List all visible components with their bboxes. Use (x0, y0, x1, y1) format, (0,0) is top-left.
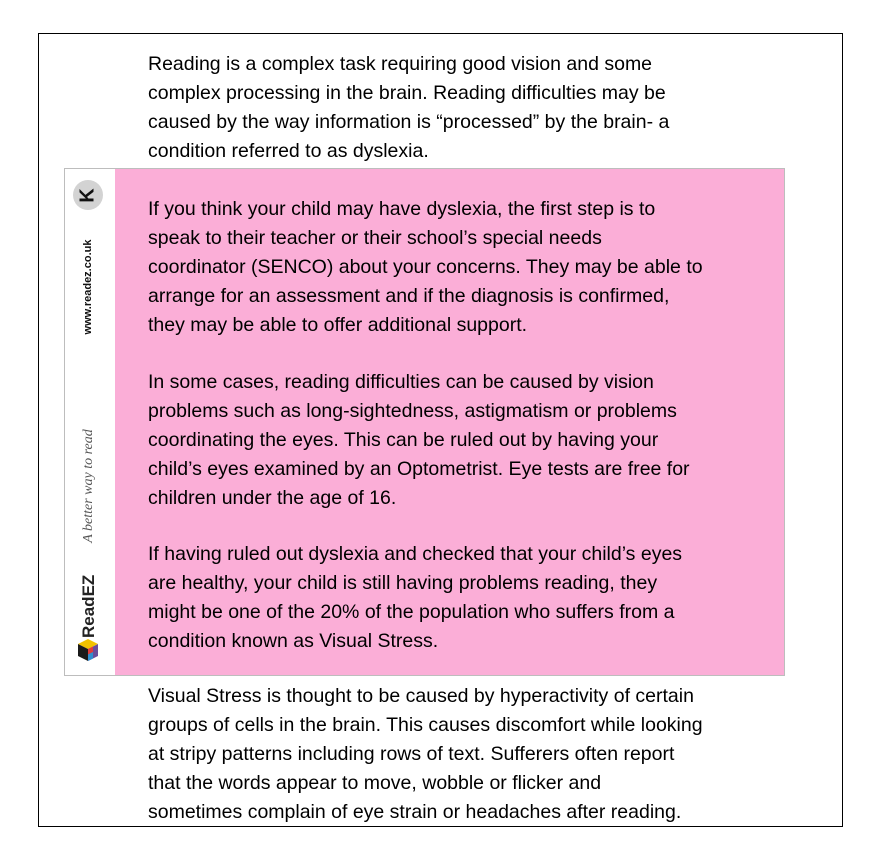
overlay-letter-badge (73, 180, 103, 210)
paragraph-visual-stress-intro: If having ruled out dyslexia and checked that your child’s eyes are healthy, your child is still having problems reading, they might be one of the 20% of the population who suffers from a condition known as Visual Stress. (148, 543, 683, 652)
paragraph-dyslexia-step: If you think your child may have dyslexia, the first step is to speak to their teacher or their school’s special needs coordinator (SENCO) about your concerns. They may be able to arrange for an assessment and if the diagnosis is confirmed, they may be able to offer additional support. (148, 198, 703, 336)
paragraph-visual-stress-cause: Visual Stress is thought to be caused by hyperactivity of certain groups of cells in the brain. This causes discomfort while looking at stripy patterns including rows of text. Sufferers often report that the words appear to move, wobble or flicker and sometimes complain of eye strain or headaches after reading. (148, 685, 703, 823)
overlay-tagline: A better way to read (81, 429, 96, 543)
paragraph-vision: In some cases, reading difficulties can be caused by vision problems such as long-sightedness, astigmatism or problems coordinating the eyes. This can be ruled out by having your child’s eyes examined by an Optometrist. Eye tests are free for children under the age of 16. (148, 371, 690, 509)
badge-letter: K (76, 187, 99, 203)
brand-name: ReadEZ (79, 574, 98, 638)
readez-cube-logo-icon (77, 638, 99, 662)
overlay-url: www.readez.co.uk (82, 239, 94, 335)
paragraph-intro: Reading is a complex task requiring good vision and some complex processing in the brain. Reading difficulties may be caused by the way information is “processed” by the brain- a condition referred to as dyslexia. (148, 53, 670, 162)
